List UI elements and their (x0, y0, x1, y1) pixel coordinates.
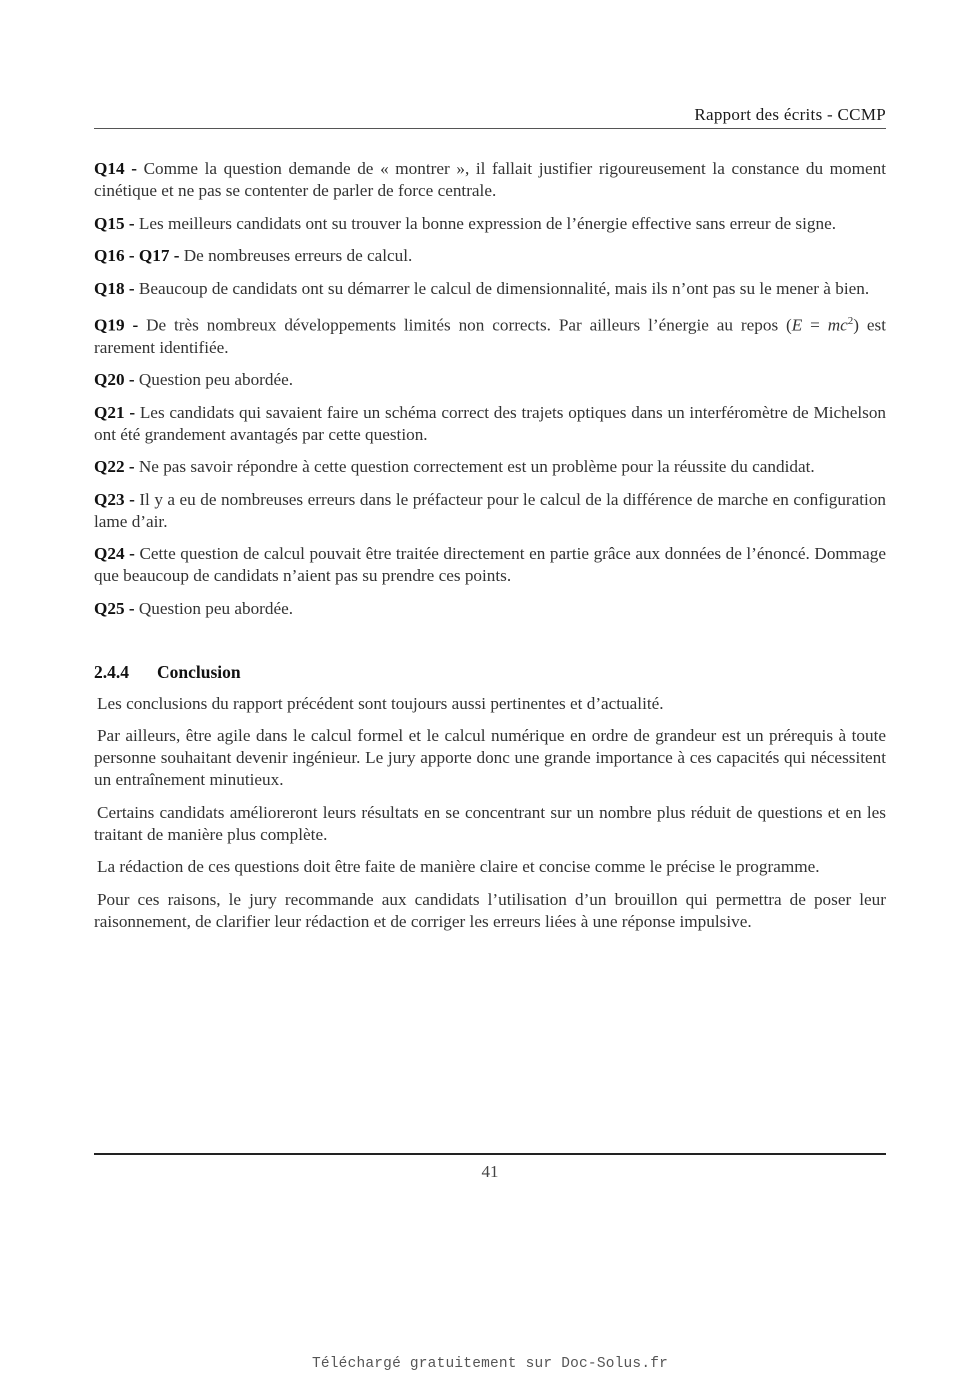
question-text: Beaucoup de candidats ont su démarrer le calcul de dimensionnalité, mais ils n’ont pas su le mener à bien. (138, 278, 870, 298)
question-remark-q20 (94, 369, 886, 391)
header-rule (94, 128, 886, 129)
math-equals: = (802, 315, 828, 335)
section-number: 2.4.4 (94, 661, 129, 682)
question-remark-q19 (94, 310, 886, 359)
question-remark-q24 (94, 543, 886, 587)
question-remark-q22 (94, 456, 886, 478)
question-text: Question peu abordée. (138, 598, 294, 618)
question-label: Q16 - Q17 - (94, 246, 180, 265)
section-heading (94, 661, 886, 683)
question-label: Q23 - (94, 489, 135, 509)
conclusion-paragraph: Certains candidats amélioreront leurs résultats en se concentrant sur un nombre plus réduit de questions et en les traitant de manière plus complète. (94, 802, 886, 844)
conclusion-paragraph: Pour ces raisons, le jury recommande aux candidats l’utilisation d’un brouillon qui permettra de poser leur raisonnement, de clarifier leur rédaction et de corriger les erreurs liées à une réponse impulsive. (94, 889, 886, 931)
math-exponent: 2 (847, 315, 854, 327)
question-remark-q18 (94, 278, 886, 300)
question-text: Il y a eu de nombreuses erreurs dans le préfacteur pour le calcul de la différence de marche en configuration lame d’air. (94, 489, 887, 531)
question-text: De nombreuses erreurs de calcul. (183, 246, 413, 265)
math-mc: mc (827, 315, 848, 335)
question-text: De très nombreux développements limités non corrects. Par ailleurs l’énergie au repos ( (146, 315, 792, 335)
question-remark-q15 (94, 213, 886, 235)
question-label: Q19 - (94, 315, 139, 335)
question-label: Q14 - (94, 159, 137, 178)
question-label: Q25 - (94, 598, 135, 618)
question-label: Q21 - (94, 402, 136, 422)
question-remark-q23 (94, 489, 886, 533)
question-text: Les meilleurs candidats ont su trouver la bonne expression de l’énergie effective sans erreur de signe. (138, 213, 837, 233)
running-header: Rapport des écrits - CCMP (694, 105, 886, 124)
footer-rule (94, 1153, 886, 1155)
question-text: Les candidats qui savaient faire un schéma correct des trajets optiques dans un interféromètre de Michelson ont été grandement avantagés par cette question. (94, 402, 887, 444)
question-text-end: ) est rarement identifiée. (94, 315, 886, 357)
question-remark-q16-q17 (94, 245, 886, 267)
question-text: Question peu abordée. (138, 370, 294, 390)
question-label: Q24 - (94, 544, 135, 564)
download-watermark: Téléchargé gratuitement sur Doc-Solus.fr (311, 1356, 669, 1372)
math-e: E (791, 315, 803, 335)
conclusion-paragraph: Par ailleurs, être agile dans le calcul formel et le calcul numérique en ordre de grandeur est un prérequis à toute personne souhaitant devenir ingénieur. Le jury apporte donc une grande importance à ces capacités qui nécessitent un entraînement minutieux. (94, 726, 886, 790)
question-label: Q22 - (94, 457, 135, 477)
question-text: Ne pas savoir répondre à cette question correctement est un problème pour la réussite du candidat. (138, 457, 815, 477)
section-title: Conclusion (157, 661, 241, 682)
question-label: Q20 - (94, 370, 135, 390)
question-label: Q15 - (94, 213, 135, 233)
conclusion-paragraph: La rédaction de ces questions doit être faite de manière claire et concise comme le précise le programme. (97, 857, 820, 877)
question-remark-q21 (94, 402, 886, 446)
question-remark-q25 (94, 598, 886, 620)
page-body (94, 158, 886, 943)
question-text: Comme la question demande de « montrer », il fallait justifier rigoureusement la constance du moment cinétique et ne pas se contenter de parler de force centrale. (94, 159, 887, 200)
question-label: Q18 - (94, 278, 135, 298)
question-remark-q14 (94, 158, 886, 202)
question-text: Cette question de calcul pouvait être traitée directement en partie grâce aux données de l’énoncé. Dommage que beaucoup de candidats n’aient pas su prendre ces points. (94, 544, 887, 586)
conclusion-paragraph: Les conclusions du rapport précédent sont toujours aussi pertinentes et d’actualité. (97, 693, 664, 713)
page-number: 41 (481, 1162, 499, 1181)
